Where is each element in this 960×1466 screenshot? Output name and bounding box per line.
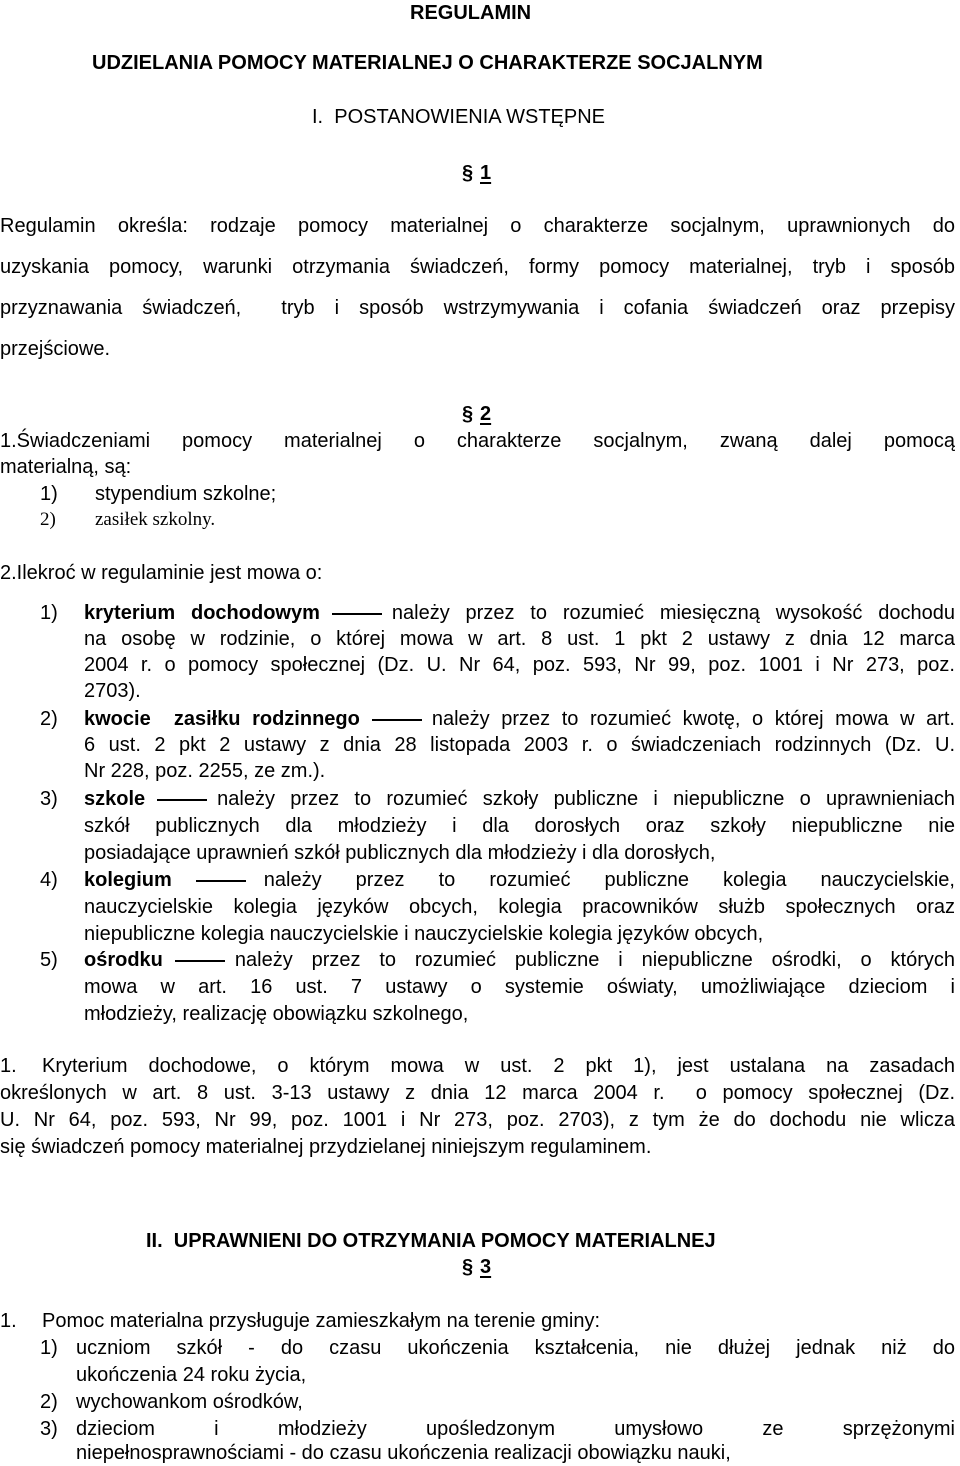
section-sign-icon: § bbox=[462, 403, 474, 425]
section-2-p1-line-2: materialną, są: bbox=[0, 456, 132, 478]
def-number: 5) bbox=[40, 949, 58, 971]
def-term: ośrodku bbox=[84, 949, 163, 971]
section-2-p1-line-1: 1.Świadczeniami pomocy materialnej o charakterze socjalnym, zwaną dalej pomocą bbox=[0, 430, 955, 452]
def-2-line-1: kwocie zasiłku rodzinnego należy przez to rozumieć kwotę, o której mowa w art. bbox=[84, 708, 955, 730]
def-4-line-3: niepubliczne kolegia nauczycielskie i nauczycielskie kolegia języków obcych, bbox=[84, 923, 764, 945]
list-item-number: 2) bbox=[40, 1391, 58, 1413]
def-term: kolegium bbox=[84, 869, 172, 891]
def-2-line-2: 6 ust. 2 pkt 2 ustawy z dnia 28 listopada 2003 r. o świadczeniach rodzinnych (Dz. U. bbox=[84, 734, 955, 756]
def-5-line-2: mowa w art. 16 ust. 7 ustawy o systemie oświaty, umożliwiające dzieciom i bbox=[84, 976, 955, 998]
section-2-p2: 2.Ilekroć w regulaminie jest mowa o: bbox=[0, 562, 323, 584]
dash-line bbox=[175, 960, 225, 962]
list-item-text: stypendium szkolne; bbox=[95, 483, 277, 505]
paragraph-number: 1. bbox=[0, 1310, 17, 1332]
kryterium-line-2: określonych w art. 8 ust. 3-13 ustawy z dnia 12 marca 2004 r. o pomocy społecznej (Dz. bbox=[0, 1082, 955, 1104]
section-1-line-2: uzyskania pomocy, warunki otrzymania świadczeń, formy pomocy materialnej, tryb i sposób bbox=[0, 256, 955, 278]
def-3-line-2: szkół publicznych dla młodzieży i dla dorosłych oraz szkoły niepubliczne nie bbox=[84, 815, 955, 837]
section-sign-icon: § bbox=[462, 162, 474, 184]
def-number: 1) bbox=[40, 602, 58, 624]
document-title: REGULAMIN bbox=[410, 2, 532, 24]
chapter-1-heading: I. POSTANOWIENIA WSTĘPNE bbox=[312, 106, 605, 128]
document-subtitle: UDZIELANIA POMOCY MATERIALNEJ O CHARAKTERZE SOCJALNYM bbox=[92, 52, 763, 74]
section-sign-icon: § bbox=[462, 1256, 474, 1278]
list-item-number: 2) bbox=[40, 509, 56, 530]
def-term: kwocie zasiłku rodzinnego bbox=[84, 708, 360, 730]
list-item-number: 1) bbox=[40, 1337, 58, 1359]
section-1-line-3: przyznawania świadczeń, tryb i sposób wstrzymywania i cofania świadczeń oraz przepisy bbox=[0, 297, 955, 319]
dash-line bbox=[157, 799, 207, 801]
section-1-number: § 1 bbox=[462, 162, 492, 184]
s3-item-1-line-2: ukończenia 24 roku życia, bbox=[76, 1364, 307, 1386]
def-3-line-3: posiadające uprawnień szkół publicznych dla młodzieży i dla dorosłych, bbox=[84, 842, 716, 864]
def-2-line-3: Nr 228, poz. 2255, ze zm.). bbox=[84, 760, 326, 782]
s3-item-1-line-1: uczniom szkół - do czasu ukończenia kształcenia, nie dłużej jednak niż do bbox=[76, 1337, 955, 1359]
kryterium-line-1: Kryterium dochodowe, o którym mowa w ust. 2 pkt 1), jest ustalana na zasadach bbox=[42, 1055, 955, 1077]
dash-line bbox=[196, 880, 246, 882]
def-3-line-1: szkole należy przez to rozumieć szkoły publiczne i niepubliczne o uprawnieniach bbox=[84, 788, 955, 810]
chapter-2-heading: II. UPRAWNIENI DO OTRZYMANIA POMOCY MATERIALNEJ bbox=[146, 1230, 716, 1252]
s3-item-3-line-1: dzieciom i młodzieży upośledzonym umysłowo ze sprzężonymi bbox=[76, 1418, 955, 1440]
list-item-text: zasiłek szkolny. bbox=[95, 509, 216, 530]
section-3-number: § 3 bbox=[462, 1256, 492, 1278]
kryterium-line-4: się świadczeń pomocy materialnej przydzielanej niniejszym regulaminem. bbox=[0, 1136, 652, 1158]
def-1-line-2: na osobę w rodzinie, o której mowa w art. 8 ust. 1 pkt 2 ustawy z dnia 12 marca bbox=[84, 628, 955, 650]
def-number: 3) bbox=[40, 788, 58, 810]
dash-line bbox=[332, 613, 382, 615]
kryterium-line-3: U. Nr 64, poz. 593, Nr 99, poz. 1001 i Nr 273, poz. 2703), z tym że do dochodu nie wlicza bbox=[0, 1109, 955, 1131]
def-4-line-1: kolegium należy przez to rozumieć publiczne kolegia nauczycielskie, bbox=[84, 869, 955, 891]
def-5-line-1: ośrodku należy przez to rozumieć publiczne i niepubliczne ośrodki, o których bbox=[84, 949, 955, 971]
def-4-line-2: nauczycielskie kolegia języków obcych, kolegia pracowników służb społecznych oraz bbox=[84, 896, 955, 918]
def-term: szkole bbox=[84, 788, 146, 810]
def-5-line-3: młodzieży, realizację obowiązku szkolnego, bbox=[84, 1003, 469, 1025]
def-term: kryterium dochodowym bbox=[84, 602, 320, 624]
def-number: 4) bbox=[40, 869, 58, 891]
def-1-line-4: 2703). bbox=[84, 680, 141, 702]
section-1-line-4: przejściowe. bbox=[0, 338, 111, 360]
s3-item-3-line-2: niepełnosprawnościami - do czasu ukończenia realizacji obowiązku nauki, bbox=[76, 1442, 731, 1464]
section-2-number: § 2 bbox=[462, 403, 492, 425]
paragraph-number: 1. bbox=[0, 1055, 17, 1077]
list-item-number: 3) bbox=[40, 1418, 58, 1440]
list-item-number: 1) bbox=[40, 483, 58, 505]
def-number: 2) bbox=[40, 708, 58, 730]
dash-line bbox=[372, 719, 422, 721]
def-1-line-3: 2004 r. o pomocy społecznej (Dz. U. Nr 64, poz. 593, Nr 99, poz. 1001 i Nr 273, poz. bbox=[84, 654, 955, 676]
section-1-line-1: Regulamin określa: rodzaje pomocy materialnej o charakterze socjalnym, uprawnionych do bbox=[0, 215, 955, 237]
section-3-p1: Pomoc materialna przysługuje zamieszkałym na terenie gminy: bbox=[42, 1310, 601, 1332]
s3-item-2-line-1: wychowankom ośrodków, bbox=[76, 1391, 303, 1413]
def-1-line-1: kryterium dochodowym należy przez to rozumieć miesięczną wysokość dochodu bbox=[84, 602, 955, 624]
